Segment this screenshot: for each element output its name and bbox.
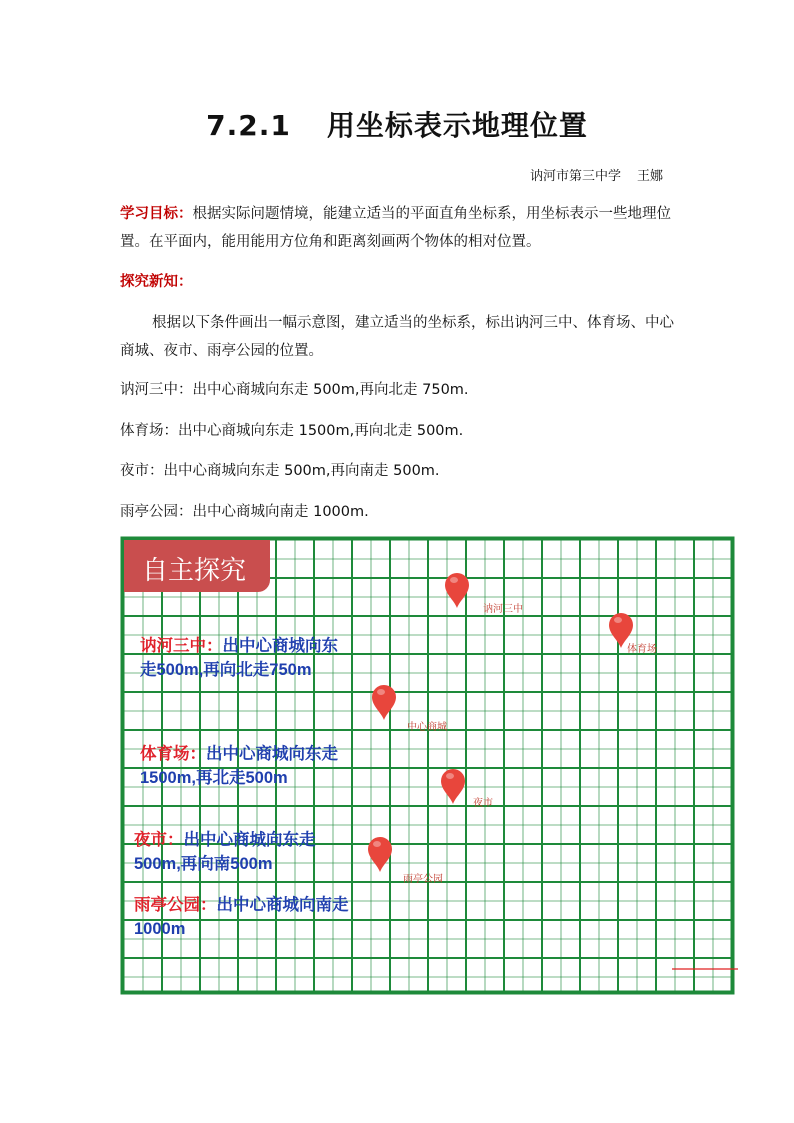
explore-label: 探究新知： xyxy=(120,274,193,290)
learning-goal-text: 根据实际问题情境，能建立适当的平面直角坐标系，用坐标表示一些地理位置。在平面内，能用能用方位角和距离刻画两个物体的相对位置。 xyxy=(120,206,671,250)
author-school: 讷河市第三中学 xyxy=(530,169,622,184)
note-park xyxy=(134,893,349,941)
pin-label-mall: 中心商城 xyxy=(407,722,447,733)
task-paragraph: 根据以下条件画出一幅示意图，建立适当的坐标系，标出讷河三中、体育场、中心商城、夜市、雨亭公园的位置。 xyxy=(120,315,674,359)
pin-label-school: 讷河三中 xyxy=(483,604,523,615)
board-heading: 自主探究 xyxy=(142,556,247,586)
explore-board xyxy=(120,536,738,998)
condition-night-market: 夜市：出中心商城向东走 500m,再向南走 500m. xyxy=(120,463,440,479)
author-name: 王娜 xyxy=(637,169,664,184)
page-title xyxy=(0,104,794,144)
note-night-market-body1: 出中心商城向东走 xyxy=(183,831,316,849)
pin-park-shine xyxy=(373,841,381,847)
pin-stadium-shine xyxy=(614,617,622,623)
note-park-body1: 出中心商城向南走 xyxy=(216,896,349,914)
section-number: 7.2.1 xyxy=(206,109,291,142)
learning-goal-label: 学习目标： xyxy=(120,206,193,222)
pin-mall-shine xyxy=(377,689,385,695)
pin-school-shine xyxy=(450,577,458,583)
note-park-head: 雨亭公园： xyxy=(134,896,217,914)
note-park-body2: 1000m xyxy=(134,920,186,938)
note-night-market xyxy=(134,828,316,876)
note-school xyxy=(140,634,338,682)
condition-park: 雨亭公园：出中心商城向南走 1000m. xyxy=(120,504,369,520)
pin-night-market-shine xyxy=(446,773,454,779)
note-stadium-body1: 出中心商城向东走 xyxy=(206,745,338,763)
note-school-head: 讷河三中： xyxy=(140,637,223,655)
title-text: 用坐标表示地理位置 xyxy=(326,109,588,142)
author-line xyxy=(530,165,663,184)
note-school-body2: 走500m,再向北走750m xyxy=(140,661,312,679)
pin-label-night-market: 夜市 xyxy=(473,798,493,809)
note-night-market-head: 夜市： xyxy=(134,831,184,849)
note-school-body1: 出中心商城向东 xyxy=(222,637,338,655)
note-stadium-body2: 1500m,再北走500m xyxy=(140,769,288,787)
board-heading-tab xyxy=(124,540,270,592)
note-night-market-body2: 500m,再向南500m xyxy=(134,855,273,873)
learning-goal xyxy=(120,200,680,256)
condition-school: 讷河三中：出中心商城向东走 500m,再向北走 750m. xyxy=(120,382,469,398)
condition-stadium: 体育场：出中心商城向东走 1500m,再向北走 500m. xyxy=(120,423,464,439)
pin-label-park: 雨亭公园 xyxy=(403,874,443,885)
note-stadium-head: 体育场： xyxy=(140,745,206,763)
explore-heading xyxy=(120,268,680,296)
pin-label-stadium: 体育场 xyxy=(627,644,657,655)
note-stadium xyxy=(140,742,338,790)
